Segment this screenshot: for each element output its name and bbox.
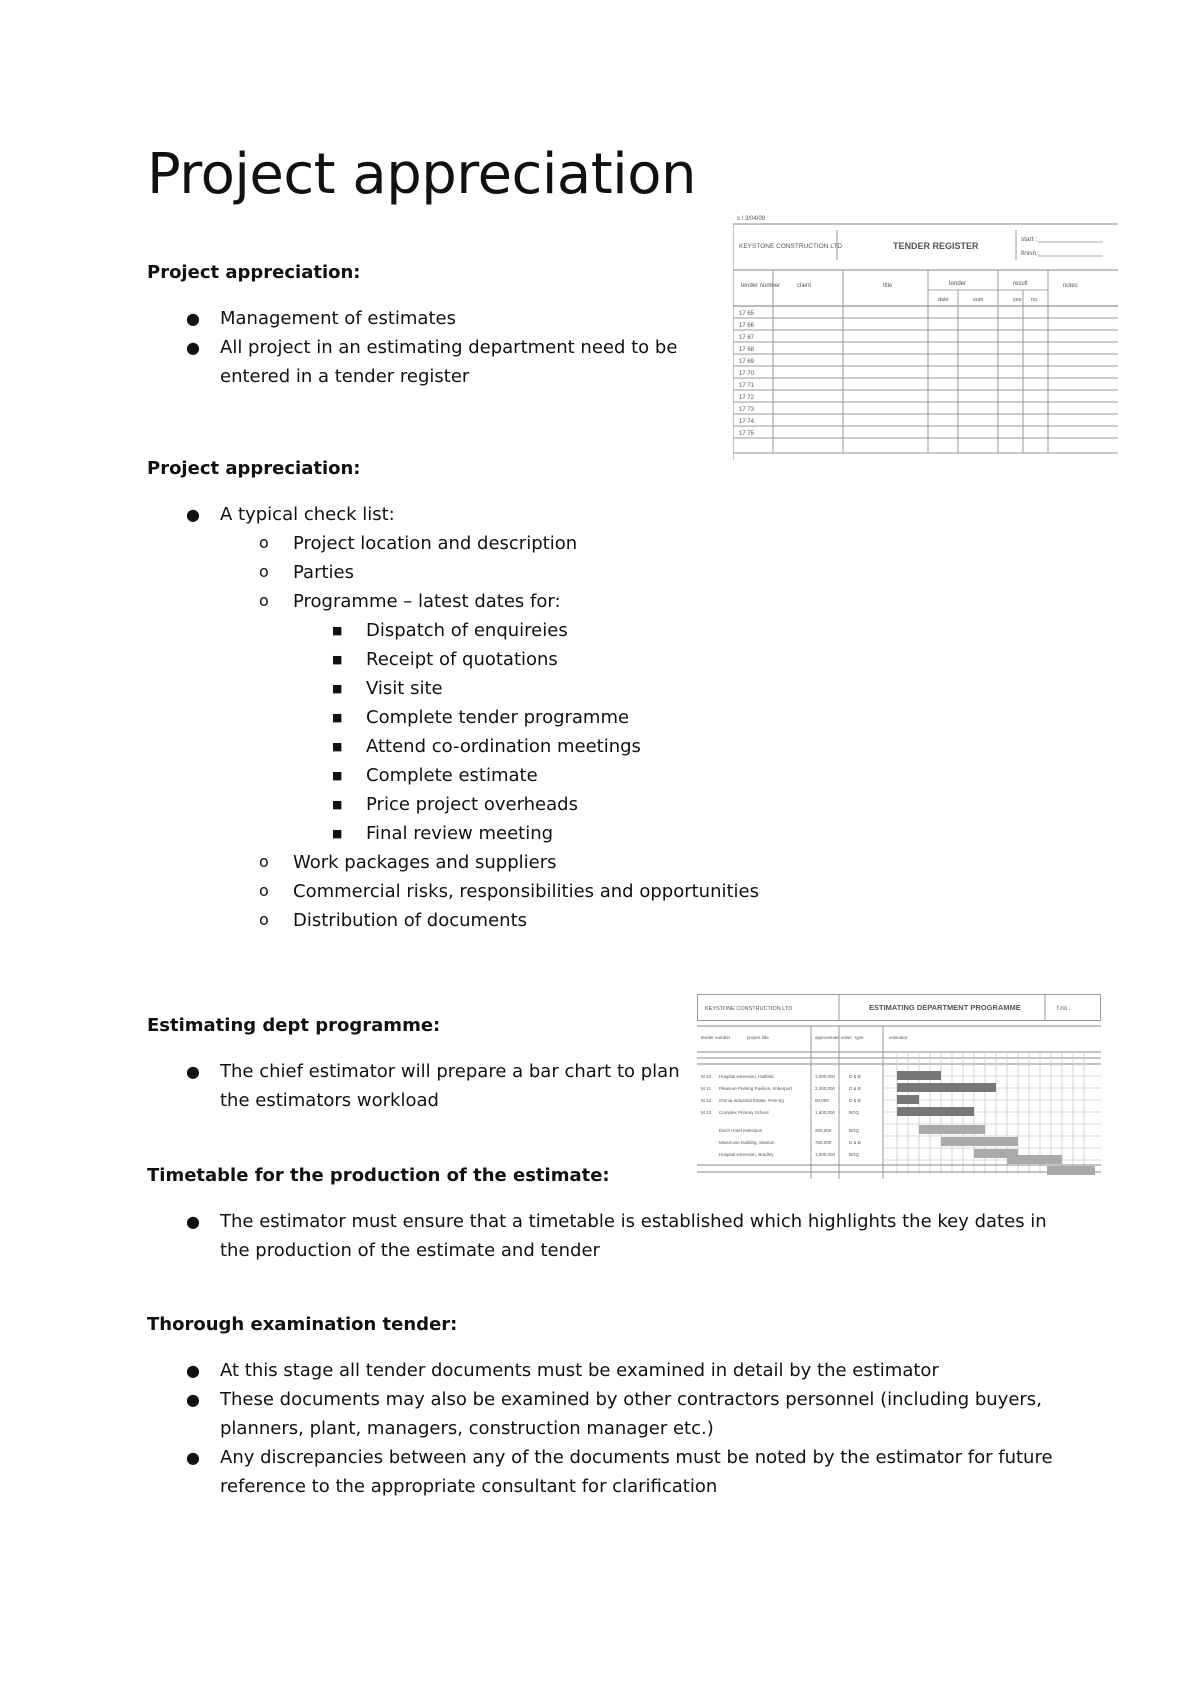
circle-bullet-icon: o <box>259 852 269 871</box>
register-row: 17 70 <box>739 371 755 377</box>
list-item: ■ Receipt of quotations <box>220 645 759 674</box>
register-header-tender: tender <box>949 281 967 287</box>
gantt-bar <box>897 1071 941 1080</box>
list-item: o Programme – latest dates for: <box>220 587 759 616</box>
list-item: ■ Complete estimate <box>220 761 759 790</box>
register-row: 17 68 <box>739 347 755 353</box>
estimating-programme-image <box>697 994 1101 1179</box>
circle-bullet-icon: o <box>259 533 269 552</box>
list-item: ● The estimator must ensure that a timetable is established which highlights the key dates in <box>220 1207 1047 1236</box>
circle-bullet-icon: o <box>259 881 269 900</box>
list-item: ● A typical check list: <box>220 500 759 529</box>
list-item-continuation: the production of the estimate and tender <box>220 1240 600 1261</box>
bullet-icon: ● <box>186 1212 200 1231</box>
programme-header-number: tender number <box>701 1035 731 1040</box>
programme-title: ESTIMATING DEPARTMENT PROGRAMME <box>869 1003 1021 1012</box>
programme-row-type: D & B <box>849 1098 861 1103</box>
programme-header-project: project title <box>747 1035 769 1040</box>
programme-row-value: 200,000 <box>815 1128 832 1133</box>
list-item: ■ Price project overheads <box>220 790 759 819</box>
programme-row-num: M 12 <box>701 1098 712 1103</box>
square-bullet-icon: ■ <box>332 769 343 782</box>
register-header-number: tender number <box>741 283 781 289</box>
square-bullet-icon: ■ <box>332 827 343 840</box>
section3-list <box>186 1057 680 1115</box>
gantt-bar <box>919 1125 985 1134</box>
section-heading-project-appreciation-1: Project appreciation: <box>147 262 361 283</box>
circle-bullet-icon: o <box>259 591 269 610</box>
programme-file-label: f.no : <box>1057 1006 1071 1012</box>
register-header-client: client <box>797 283 812 289</box>
square-bullet-icon: ■ <box>332 653 343 666</box>
list-item: ● At this stage all tender documents must be examined in detail by the estimator <box>220 1356 1053 1385</box>
square-bullet-icon: ■ <box>332 711 343 724</box>
register-header-title: title <box>883 283 893 289</box>
gantt-bar <box>1047 1166 1095 1175</box>
bullet-icon: ● <box>186 1448 200 1467</box>
programme-row-num: M 10 <box>701 1074 712 1079</box>
list-item: ● Management of estimates <box>220 304 677 333</box>
register-title: TENDER REGISTER <box>893 241 979 251</box>
programme-row-num: M 13 <box>701 1110 712 1115</box>
estimating-programme-svg <box>697 994 1101 1179</box>
programme-row-value: 750,000 <box>815 1140 832 1145</box>
section1-list <box>186 304 678 391</box>
section5-list <box>186 1356 1053 1501</box>
programme-header-value: approximate value <box>815 1035 852 1040</box>
section-heading-estimating-dept: Estimating dept programme: <box>147 1015 441 1036</box>
programme-row-name: Pleasure Parking Pavilion, Imberport <box>719 1086 793 1091</box>
gantt-bar <box>1007 1155 1062 1164</box>
section-heading-thorough-examination: Thorough examination tender: <box>147 1314 458 1335</box>
list-item: ● These documents may also be examined by other contractors personnel (including buyers, <box>220 1385 1053 1414</box>
register-company: KEYSTONE CONSTRUCTION LTD <box>739 243 843 250</box>
list-item: ● The chief estimator will prepare a bar chart to plan <box>220 1057 680 1086</box>
programme-row-type: BOQ <box>849 1152 860 1157</box>
square-bullet-icon: ■ <box>332 798 343 811</box>
programme-header-estimator: estimator <box>889 1035 908 1040</box>
gantt-bar <box>897 1083 996 1092</box>
list-item: o Commercial risks, responsibilities and opportunities <box>220 877 759 906</box>
gantt-bar <box>941 1137 1018 1146</box>
list-item-continuation: the estimators workload <box>220 1090 439 1111</box>
programme-row-name: Hospital extension, Bradley <box>719 1152 774 1157</box>
programme-row-num: M 11 <box>701 1086 711 1091</box>
tender-register-image <box>733 210 1118 460</box>
checklist <box>186 500 759 935</box>
programme-row-name: Omnia Industrial Estate, Penring <box>719 1098 784 1103</box>
section-heading-project-appreciation-2: Project appreciation: <box>147 458 361 479</box>
square-bullet-icon: ■ <box>332 740 343 753</box>
register-row: 17 72 <box>739 395 755 401</box>
register-header-notes: notes <box>1063 283 1078 289</box>
circle-bullet-icon: o <box>259 562 269 581</box>
register-row: 17 74 <box>739 419 755 425</box>
register-sub-no: no <box>1031 297 1038 303</box>
list-item-continuation: entered in a tender register <box>220 366 470 387</box>
register-start-label: start : <box>1021 236 1038 243</box>
bullet-icon: ● <box>186 1062 200 1081</box>
bullet-icon: ● <box>186 309 200 328</box>
programme-row-type: D & B <box>849 1140 861 1145</box>
programme-company: KEYSTONE CONSTRUCTION LTD <box>705 1006 793 1012</box>
programme-row-type: D & B <box>849 1086 861 1091</box>
programme-header-type: type <box>855 1035 864 1040</box>
register-row: 17 75 <box>739 431 755 437</box>
list-item: o Parties <box>220 558 759 587</box>
programme-row-name: Mixed-use building, Stanton <box>719 1140 775 1145</box>
list-item: o Distribution of documents <box>220 906 759 935</box>
register-row: 17 67 <box>739 335 755 341</box>
register-finish-label: finish : <box>1021 250 1040 257</box>
programme-row-type: BOQ <box>849 1128 860 1133</box>
register-sub-sum: sum <box>973 297 984 303</box>
list-item: o Project location and description <box>220 529 759 558</box>
register-row: 17 65 <box>739 311 755 317</box>
register-row: 17 66 <box>739 323 755 329</box>
list-item-continuation: reference to the appropriate consultant for clarification <box>220 1476 718 1497</box>
bullet-icon: ● <box>186 1361 200 1380</box>
register-row: 17 69 <box>739 359 755 365</box>
register-row: 17 71 <box>739 383 755 389</box>
programme-row-value: 60,000 <box>815 1098 829 1103</box>
register-sub-date: date <box>938 297 949 303</box>
gantt-bar <box>897 1095 919 1104</box>
section-heading-timetable: Timetable for the production of the estimate: <box>147 1165 610 1186</box>
list-item: ■ Visit site <box>220 674 759 703</box>
programme-row-type: BOQ <box>849 1110 860 1115</box>
register-header-result: result <box>1013 281 1028 287</box>
square-bullet-icon: ■ <box>332 624 343 637</box>
register-row: 17 73 <box>739 407 755 413</box>
register-corner-ref: s / 3/04/09 <box>737 216 766 222</box>
section4-list <box>186 1207 1047 1265</box>
circle-bullet-icon: o <box>259 910 269 929</box>
list-item: ■ Complete tender programme <box>220 703 759 732</box>
list-item: ● Any discrepancies between any of the documents must be noted by the estimator for future <box>220 1443 1053 1472</box>
square-bullet-icon: ■ <box>332 682 343 695</box>
programme-row-name: Eisch Hotel extension <box>719 1128 763 1133</box>
bullet-icon: ● <box>186 338 200 357</box>
list-item: ● All project in an estimating department need to be <box>220 333 677 362</box>
programme-row-name: Complex Primary School <box>719 1110 769 1115</box>
programme-row-name: Hospital extension, Hatfield <box>719 1074 774 1079</box>
programme-row-value: 2,200,000 <box>815 1086 836 1091</box>
programme-row-type: D & B <box>849 1074 861 1079</box>
register-sub-yes: yes <box>1013 297 1022 303</box>
list-item-continuation: planners, plant, managers, construction manager etc.) <box>220 1418 714 1439</box>
list-item: o Work packages and suppliers <box>220 848 759 877</box>
gantt-bar <box>897 1107 974 1116</box>
programme-row-value: 1,000,000 <box>815 1074 836 1079</box>
page-title: Project appreciation <box>147 142 696 207</box>
programme-row-value: 1,600,000 <box>815 1110 836 1115</box>
list-item: ■ Attend co-ordination meetings <box>220 732 759 761</box>
bullet-icon: ● <box>186 505 200 524</box>
programme-row-value: 1,000,000 <box>815 1152 836 1157</box>
list-item: ■ Dispatch of enquireies <box>220 616 759 645</box>
tender-register-svg <box>733 210 1118 460</box>
list-item: ■ Final review meeting <box>220 819 759 848</box>
bullet-icon: ● <box>186 1390 200 1409</box>
